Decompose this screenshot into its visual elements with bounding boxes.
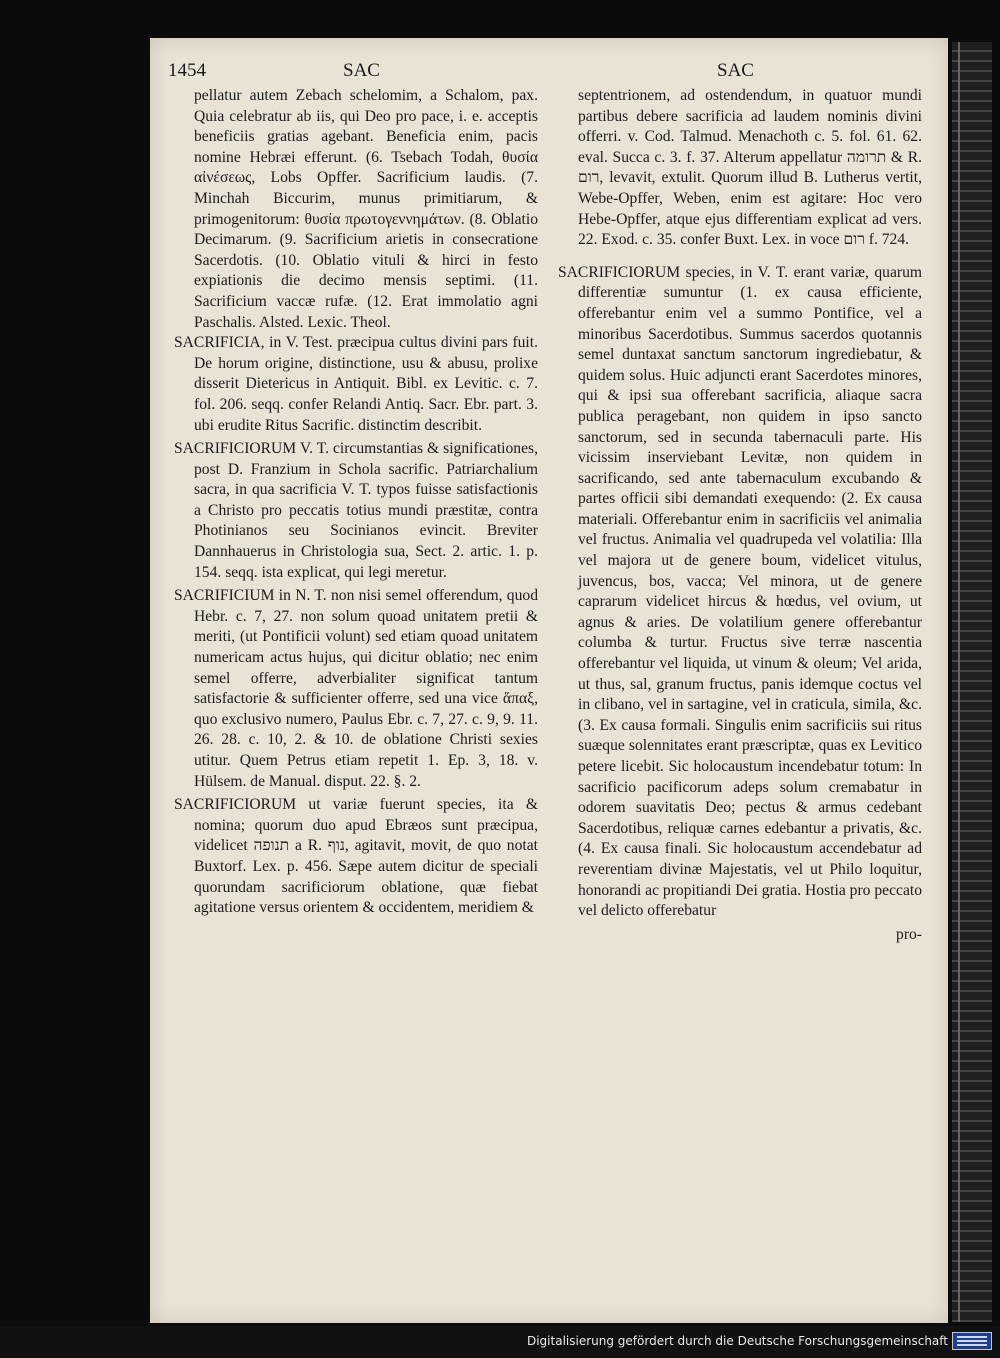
entry-sacrificiorum-circumstantias: SACRIFICIORUM V. T. circumstantias & significationes, post D. Franzium in Schola sacrific. Patriarchalium sacra, in qua sacrificia V. T. typos fuisse satisfactionis a Christo pro peccatis totius mundi præstitæ, contra Photinianos seu Socinianos evincit. Breviter Dannhauerus in Christologia sua, Sect. 2. artic. 1. p. 154. seqq. ista explicat, qui legi meretur. <box>174 440 538 581</box>
scan-ruler <box>952 42 992 1322</box>
page-number: 1454 <box>168 60 206 81</box>
paragraph-continuation-right: septentrionem, ad ostendendum, in quatuor mundi partibus debere sacrificia ad laudem nominis divini offerri. v. Cod. Talmud. Menachoth c. 5. fol. 61. 62. eval. Succa c. 3. f. 37. Alterum appellatur תרומה & R. רום, levavit, extulit. Quorum illud B. Lutherus vertit, Webe-Opffer, Weben, enim est agitare: Hoc vero Hebe-Opffer, atque ejus differentiam explicat ad vers. 22. Exod. c. 35. confer Buxt. Lex. in voce רום f. 724. <box>578 87 923 249</box>
right-running-headword: SAC <box>717 60 754 81</box>
digitization-footer <box>0 1326 1000 1358</box>
paragraph-continuation: pellatur autem Zebach schelomim, a Schalom, pax. Quia celebratur ab iis, qui Deo pro pace, i. e. acceptis beneficiis gratias agebant. Beneficia enim, pacis nomine Hebræi efferunt. (6. Tsebach Todah, θυσία αἰνέσεως, Lobs Opffer. Sacrificium laudis. (7. Minchah Biccurim, munus primitiarum, & primogenitorum: θυσία πρωτογεννημάτων. (8. Oblatio Decimarum. (9. Sacrificium arietis in consecratione Sacerdotis. (10. Oblatio vituli & hirci in festo expiationis die decimo mensis septimi. (11. Sacrificium vaccæ rufæ. (12. Erat immolatio agni Paschalis. Alsted. Lexic. Theol. <box>194 87 538 331</box>
left-column <box>174 86 538 922</box>
left-running-headword: SAC <box>343 60 380 81</box>
entry-sacrificia: SACRIFICIA, in V. Test. præcipua cultus divini pars fuit. De horum origine, distinctione, usu & abusu, prolixe disserit Dietericus in Antiquit. Bibl. ex Levitic. c. 7. fol. 206. seqq. confer Relandi Antiq. Sacr. Ebr. part. 3. ubi erudite Ritus Sacrific. distinctim describit. <box>174 334 538 434</box>
entry-sacrificium-nt: SACRIFICIUM in N. T. non nisi semel offerendum, quod Hebr. c. 7, 27. non solum quoad unitatem pretii & meriti, (ut Pontificii volunt) sed etiam quoad unitatem numericam actus hujus, qui dicitur oblatio; nec enim semel offerre, adverbialiter significat tantum satisfactorie & sufficienter offerre, sed una vice ἅπαξ, quo exclusivo numero, Paulus Ebr. c. 7, 27. c. 9, 9. 11. 26. 28. c. 10, 2. & 10. de oblatione Christi sexies utitur. Quem Petrus etiam repetit 1. Ep. 3, 18. v. Hülsem. de Manual. disput. 22. §. 2. <box>174 587 538 790</box>
right-column <box>558 86 922 945</box>
funding-notice: Digitalisierung gefördert durch die Deutsche Forschungsgemeinschaft <box>526 1334 948 1348</box>
entry-sacrificiorum-nomina: SACRIFICIORUM ut variæ fuerunt species, ita & nomina; quorum duo apud Ebræos sunt præcipua, videlicet תנופה a R. נוף, agitavit, movit, de quo notat Buxtorf. Lex. p. 456. Sæpe autem dicitur de speciali quorundam sacrificiorum oblatione, quæ fiebat agitatione versus orientem & occidentem, meridiem & <box>174 796 538 917</box>
dfg-logo-icon <box>952 1332 992 1350</box>
entry-sacrificiorum-species: SACRIFICIORUM species, in V. T. erant variæ, quarum differentiæ sumuntur (1. ex causa efficiente, offerebantur enim vel a summo Pontifice, vel a minoribus Sacerdotibus. Summus sacerdos quotannis semel duntaxat sanctum sanctorum ingrediebatur, & quidem solus. Huic adjuncti erant Sacerdotes minores, qui & ipsi sua offerebant sacrificia, aliaque sacra publica peragebant, non quidem in ipso sancto sanctorum, sed in secunda tabernaculi parte. His vicissim inserviebant Levitæ, non quidem in sacrificando, sed ante tabernaculum excubando & partes officii sibi demandati exequendo: (2. Ex causa materiali. Offerebantur enim in sacrificiis vel animalia vel fructus. Animalia vel quadrupeda vel volatilia: Illa vel majora ut de genere boum, videlicet vitulus, juvencus, bos, vacca; Vel minora, ut de genere caprarum videlicet hircus & hœdus, vel ovium, ut agnus & aries. De volatilium genere offerebantur columba & turtur. Fructus sive terræ nascentia offerebantur vel liquida, ut vinum & oleum; Vel arida, ut thus, sal, granum fructus, panis idemque coctus vel in clibano, vel in sartagine, vel in craticula, simila, &c. (3. Ex causa formali. Singulis enim sacrificiis sui ritus suæque solennitates erant præscriptæ, quas ex Levitico petere licebit. Sic holocaustum incendebatur totum: In sacrificio pacificorum adeps solum cremabatur in odorem suavitatis Deo; pectus & armus cedebant Sacerdotibus, reliquæ carnes edebantur a privatis, &c. (4. Ex causa finali. Sic holocaustum accendebatur ad reverentiam divinæ Majestatis, vel ut Philo loquitur, honorandi ac propitiandi Dei gratia. Hostia pro peccato vel delicto offerebatur <box>558 263 922 920</box>
catchword: pro- <box>896 925 922 943</box>
